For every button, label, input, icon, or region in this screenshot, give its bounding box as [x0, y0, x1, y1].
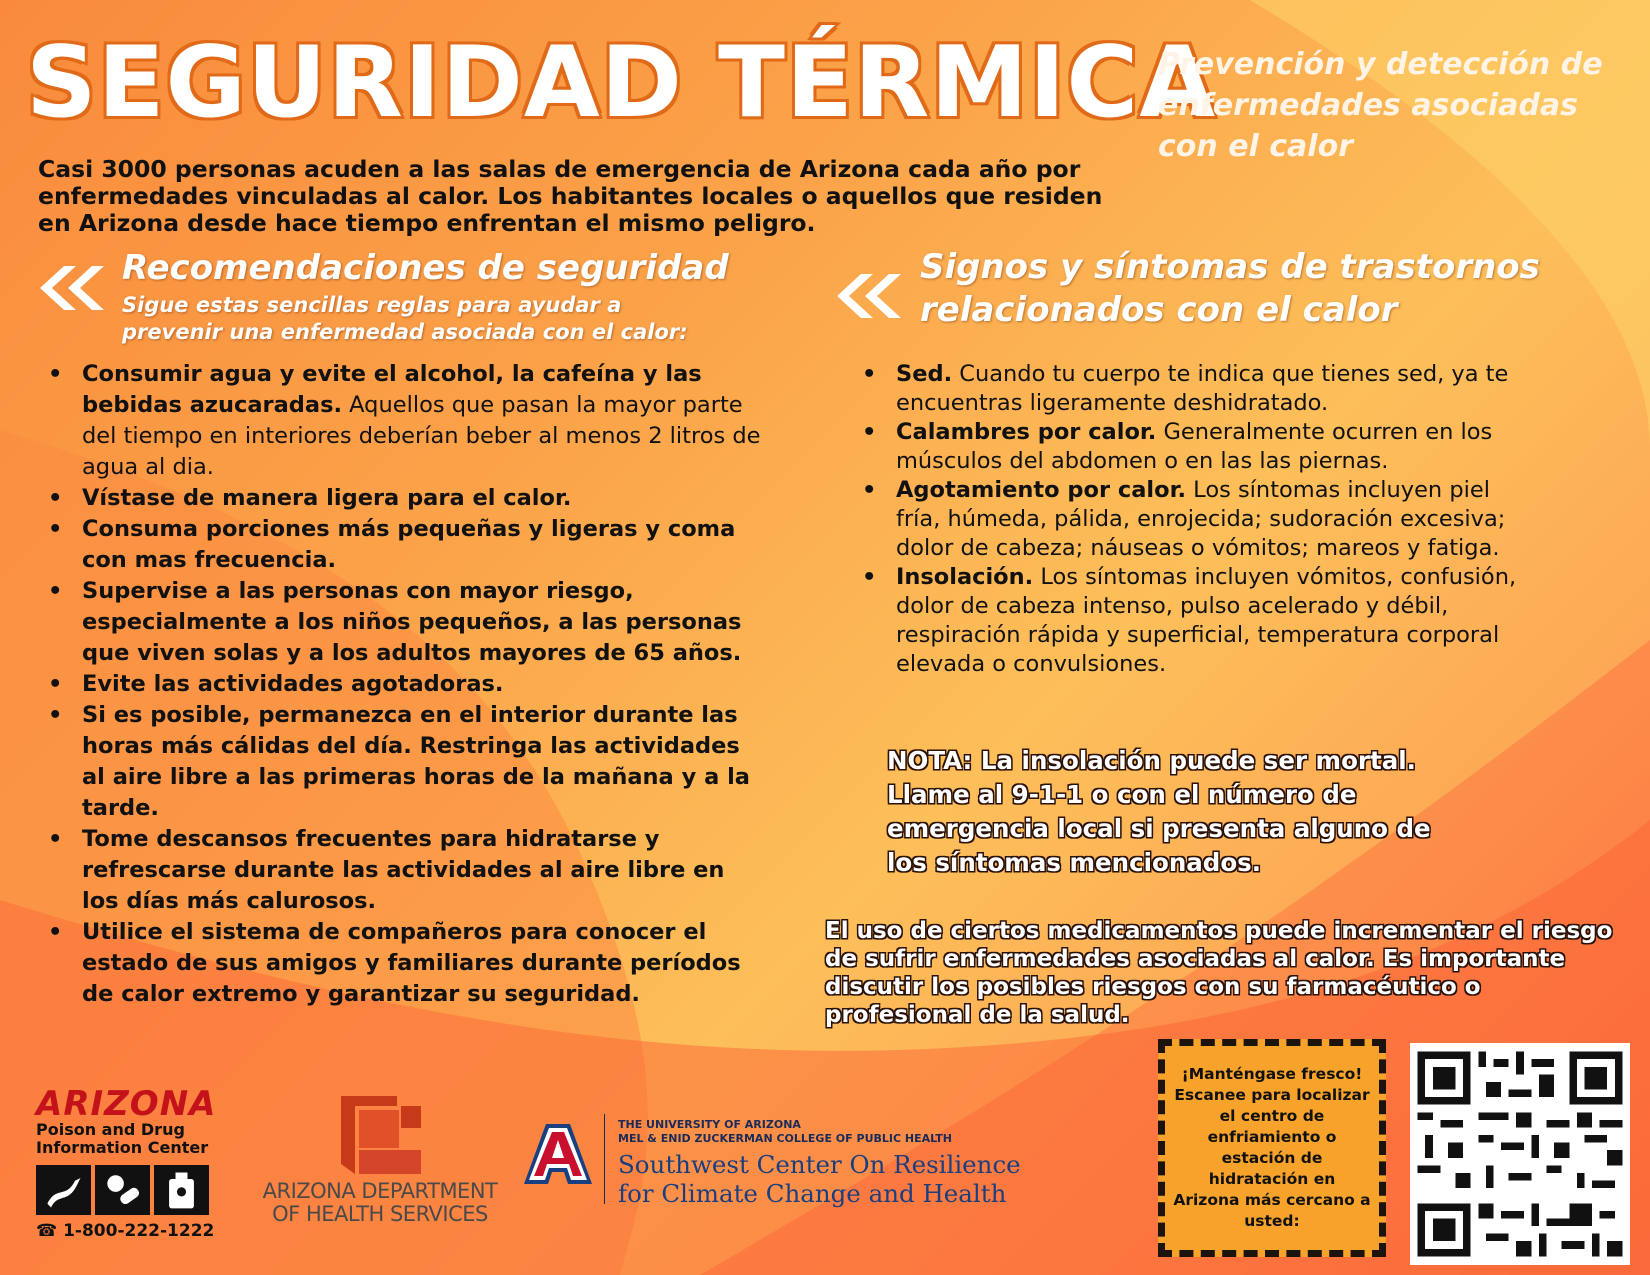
item-title: Tome descansos frecuentes para hidratarse y refrescarse durante las actividades al aire libre en los días más calurosos.	[82, 826, 725, 914]
ua-center-line-2: for Climate Change and Health	[618, 1179, 1007, 1208]
snake-icon	[36, 1165, 91, 1215]
item-title: Agotamiento por calor.	[896, 477, 1187, 503]
item-title: Calambres por calor.	[896, 419, 1157, 445]
ua-university-line: THE UNIVERSITY OF ARIZONA	[618, 1118, 801, 1131]
list-item	[48, 514, 768, 576]
item-title: Sed.	[896, 361, 953, 387]
item-title: Vístase de manera ligera para el calor.	[82, 485, 572, 511]
qr-code[interactable]	[1410, 1043, 1630, 1265]
list-item	[862, 360, 1522, 418]
list-item	[48, 824, 768, 917]
list-item	[48, 359, 768, 483]
item-title: Evite las actividades agotadoras.	[82, 671, 504, 697]
azpdc-subtitle: Poison and Drug Information Center	[36, 1120, 209, 1157]
symptoms-list	[862, 360, 1522, 679]
scan-box-text: ¡Manténgase fresco! Escanee para localizar el centro de enfriamiento o estación de hidratación en Arizona más cercano a usted:	[1173, 1065, 1371, 1230]
ua-center-name	[618, 1150, 1021, 1208]
list-item	[862, 476, 1522, 563]
pills-icon	[95, 1165, 150, 1215]
list-item	[48, 576, 768, 669]
azpdc-logo	[36, 1084, 220, 1241]
ua-center-line-1: Southwest Center On Resilience	[618, 1150, 1021, 1179]
azpdc-phone: ☎ 1-800-222-1222	[36, 1221, 215, 1241]
list-item	[48, 669, 768, 700]
safety-subheading: Sigue estas sencillas reglas para ayudar a prevenir una enfermedad asociada con el calor:	[122, 293, 688, 344]
adhs-name: ARIZONA DEPARTMENT OF HEALTH SERVICES	[262, 1179, 498, 1226]
item-title: Consumir agua y evite el alcohol, la cafeína y las bebidas azucaradas.	[82, 361, 702, 418]
item-text: Aquellos que pasan la mayor parte del tiempo en interiores deberían beber al menos 2 litros de agua al dia.	[82, 392, 761, 480]
list-item	[862, 418, 1522, 476]
list-item	[48, 700, 768, 824]
poster-subtitle: Prevención y detección de enfermedades asociadas con el calor	[1158, 47, 1603, 164]
ua-college-line: MEL & ENID ZUCKERMAN COLLEGE OF PUBLIC HEALTH	[618, 1132, 953, 1145]
safety-heading: Recomendaciones de seguridad	[122, 248, 729, 288]
adhs-mark-icon	[337, 1096, 423, 1174]
azpdc-title: ARIZONA	[36, 1084, 217, 1124]
list-item	[48, 483, 768, 514]
heatstroke-note: NOTA: La insolación puede ser mortal. Llame al 9-1-1 o con el número de emergencia local si presenta alguno de los síntomas mencionados.	[887, 746, 1431, 877]
item-title: Si es posible, permanezca en el interior durante las horas más cálidas del día. Restringa las actividades al aire libre a las primeras horas de la mañana y a la tarde.	[82, 702, 750, 821]
item-text: Generalmente ocurren en los músculos del abdomen o en las las piernas.	[896, 419, 1493, 474]
symptoms-heading: Signos y síntomas de trastornos relacionados con el calor	[920, 247, 1540, 330]
item-text: Los síntomas incluyen piel fría, húmeda, pálida, enrojecida; sudoración excesiva; dolor de cabeza; náuseas o vómitos; mareos y fatiga.	[896, 477, 1506, 561]
poison-bottle-icon	[154, 1165, 209, 1215]
ua-a-icon	[522, 1122, 594, 1186]
item-title: Utilice el sistema de compañeros para conocer el estado de sus amigos y familiares durante períodos de calor extremo y garantizar su seguridad.	[82, 919, 741, 1007]
item-title: Insolación.	[896, 564, 1034, 590]
double-chevron-left-icon	[825, 270, 903, 322]
item-text: Cuando tu cuerpo te indica que tienes sed, ya te encuentras ligeramente deshidratado.	[896, 361, 1509, 416]
poster-title: SEGURIDAD TÉRMICA	[26, 26, 1217, 140]
ua-logo	[518, 1112, 1038, 1212]
list-item	[862, 563, 1522, 679]
safety-list	[48, 359, 768, 1010]
item-title: Consuma porciones más pequeñas y ligeras y coma con mas frecuencia.	[82, 516, 736, 573]
item-title: Supervise a las personas con mayor riesgo, especialmente a los niños pequeños, a las personas que viven solas y a los adultos mayores de 65 años.	[82, 578, 742, 666]
azpdc-icons	[36, 1165, 220, 1215]
medication-warning: El uso de ciertos medicamentos puede incrementar el riesgo de sufrir enfermedades asociadas al calor. Es importante discutir los posibles riesgos con su farmacéutico o profesional de la salud.	[825, 918, 1613, 1028]
ua-university	[618, 1118, 952, 1146]
list-item	[48, 917, 768, 1010]
intro-paragraph: Casi 3000 personas acuden a las salas de emergencia de Arizona cada año por enfermedades vinculadas al calor. Los habitantes locales o aquellos que residen en Arizona desde hace tiempo enfrentan el mismo peligro.	[38, 155, 1103, 237]
adhs-logo	[262, 1096, 498, 1226]
double-chevron-left-icon	[28, 262, 106, 314]
ua-divider	[604, 1114, 605, 1204]
item-text: Los síntomas incluyen vómitos, confusión, dolor de cabeza intenso, pulso acelerado y débil, respiración rápida y superficial, temperatura corporal elevada o convulsiones.	[896, 564, 1517, 677]
scan-box	[1158, 1039, 1386, 1257]
